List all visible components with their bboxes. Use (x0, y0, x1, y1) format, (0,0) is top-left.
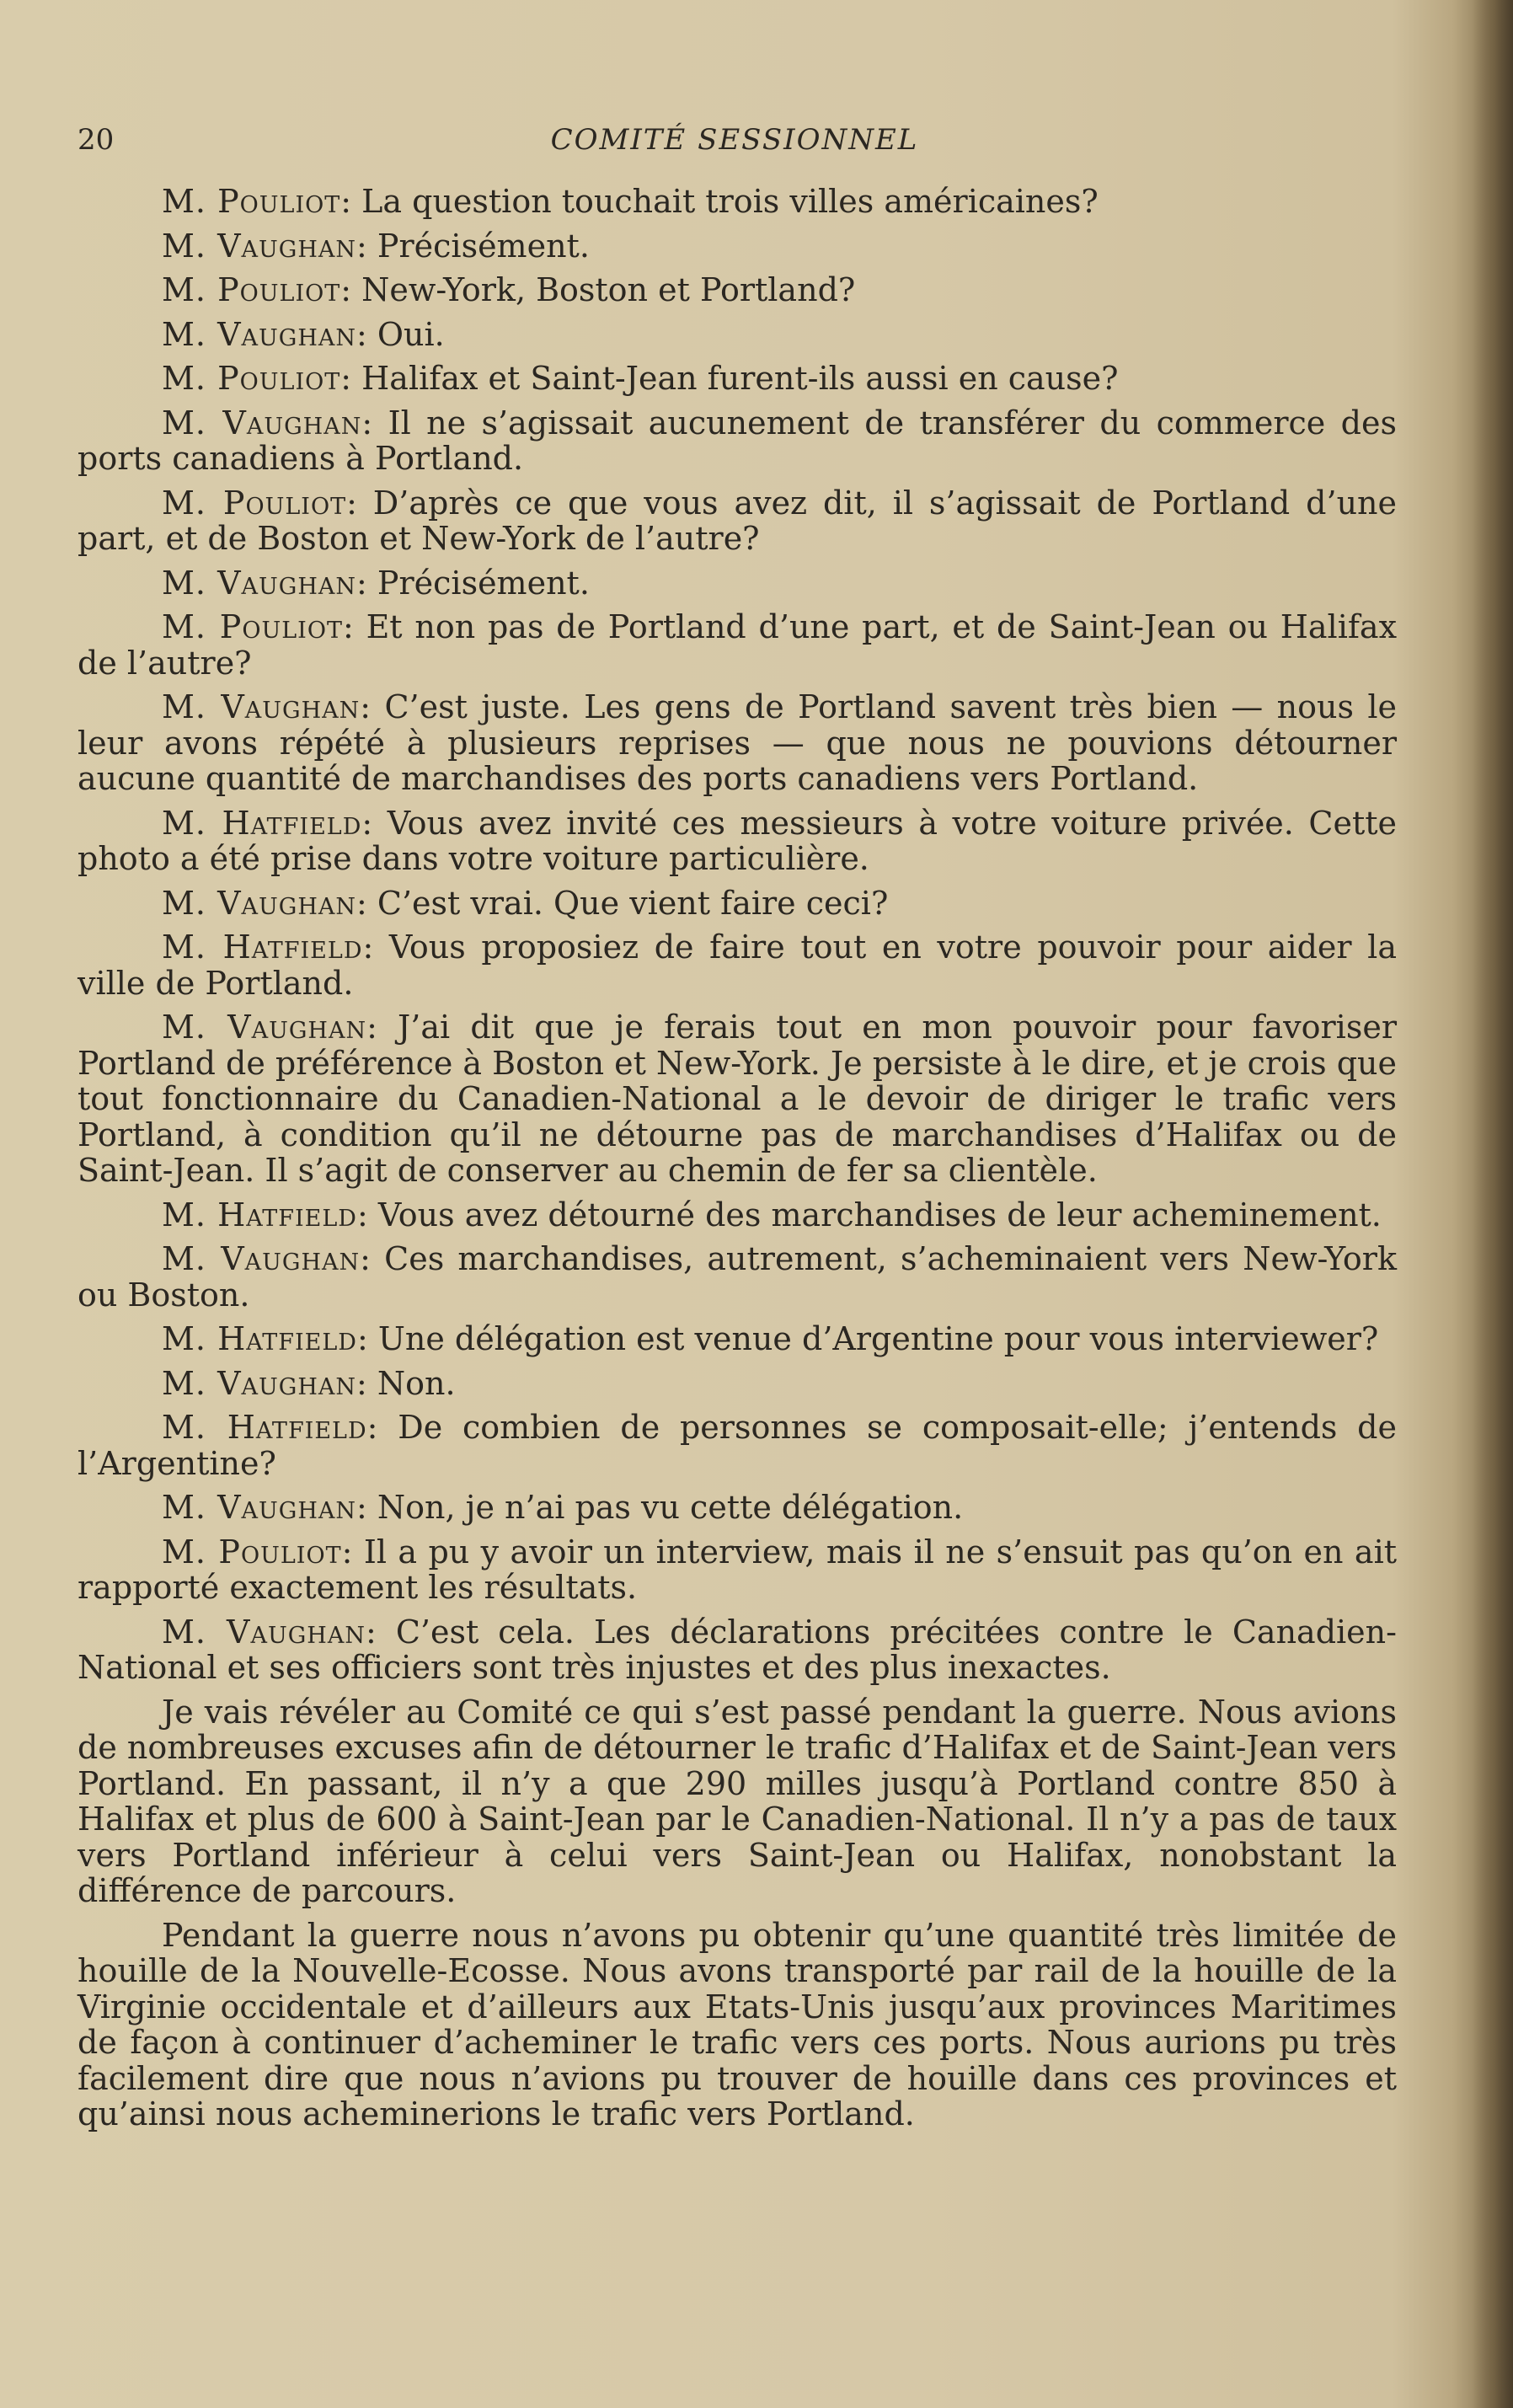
speaker-name: M. Hatfield (162, 928, 363, 966)
paragraph: M. Pouliot: D’après ce que vous avez dit, il s’agissait de Portland d’une part, et de Boston et New-York de l’autre? (78, 484, 1398, 557)
speaker-name: M. Pouliot (162, 1533, 342, 1571)
paragraph-text: La question touchait trois villes américaines? (361, 183, 1099, 220)
paragraph: M. Hatfield: Vous avez détourné des marchandises de leur acheminement. (162, 1196, 1382, 1233)
paragraph-text: Précisément. (377, 227, 590, 265)
paragraph-text: Pendant la guerre nous n’avons pu obtenir qu’une quantité très limitée de houille de la Nouvelle-Ecosse. Nous avons transporté par rail de la houille de la Virginie occidentale et d’ailleurs aux Etats-Unis jusqu’aux provinces Maritimes de façon à continuer d’acheminer le trafic vers ces ports. Nous aurions pu très facilement dire que nous n’avions pu trouver de houille dans ces provinces et qu’ainsi nous acheminerions le trafic vers Portland. (78, 1916, 1397, 2132)
paragraph: M. Vaughan: Il ne s’agissait aucunement de transférer du commerce des ports canadiens à Portland. (78, 404, 1397, 477)
paragraph-text: Vous avez détourné des marchandises de leur acheminement. (377, 1196, 1382, 1233)
paragraph: M. Hatfield: Vous proposiez de faire tout en votre pouvoir pour aider la ville de Portland. (78, 928, 1397, 1002)
paragraph-text: De combien de personnes se composait-elle; j’entends de l’Argentine? (78, 1409, 1397, 1482)
running-title: COMITÉ SESSIONNEL (550, 123, 919, 157)
paragraph: M. Pouliot: Halifax et Saint-Jean furent-ils aussi en cause? (162, 360, 1119, 397)
speaker-name: M. Vaughan (162, 1009, 367, 1046)
paragraph-text: New-York, Boston et Portland? (361, 271, 856, 308)
paragraph: M. Pouliot: New-York, Boston et Portland? (162, 271, 856, 308)
speaker-name: M. Pouliot (162, 484, 347, 522)
paragraph-text: Vous proposiez de faire tout en votre pouvoir pour aider la ville de Portland. (78, 928, 1397, 1002)
page-header (78, 123, 1392, 165)
paragraph: M. Vaughan: Oui. (162, 315, 445, 353)
paragraph-text: Et non pas de Portland d’une part, et de Saint-Jean ou Halifax de l’autre? (78, 608, 1398, 682)
speaker-name: M. Hatfield (162, 1409, 367, 1446)
paragraph-text: C’est juste. Les gens de Portland savent très bien — nous le leur avons répété à plusieurs reprises — que nous ne pouvions détourner aucune quantité de marchandises des ports canadiens vers Portland. (78, 688, 1397, 797)
paragraph: M. Vaughan: Non. (162, 1364, 456, 1402)
paragraph-text: Précisément. (377, 564, 590, 602)
transcript-body (78, 184, 1397, 2141)
paragraph-text: Oui. (377, 315, 445, 353)
paragraph: M. Pouliot: La question touchait trois villes américaines? (162, 183, 1099, 220)
paragraph-text: Je vais révéler au Comité ce qui s’est passé pendant la guerre. Nous avions de nombreuses excuses afin de détourner le trafic d’Halifax et de Saint-Jean vers Portland. En passant, il n’y a que 290 milles jusqu’à Portland contre 850 à Halifax et plus de 600 à Saint-Jean par le Canadien-National. Il n’y a pas de taux vers Portland inférieur à celui vers Saint-Jean ou Halifax, nonobstant la différence de parcours. (78, 1693, 1397, 1909)
paragraph-text: Il a pu y avoir un interview, mais il ne s’ensuit pas qu’on en ait rapporté exactement les résultats. (78, 1533, 1397, 1606)
speaker-name: M. Vaughan (162, 564, 357, 602)
paragraph-text: C’est cela. Les déclarations précitées contre le Canadien-National et ses officiers sont très injustes et des plus inexactes. (78, 1613, 1397, 1686)
book-spine-shadow (1473, 0, 1513, 2408)
speaker-name: M. Vaughan (162, 315, 357, 353)
paragraph-text: Vous avez invité ces messieurs à votre voiture privée. Cette photo a été prise dans votre voiture particulière. (78, 804, 1397, 877)
speaker-name: M. Pouliot (162, 608, 343, 645)
paragraph: M. Vaughan: Ces marchandises, autrement, s’acheminaient vers New-York ou Boston. (78, 1240, 1397, 1314)
speaker-name: M. Pouliot (162, 271, 341, 308)
paragraph: M. Vaughan: C’est juste. Les gens de Portland savent très bien — nous le leur avons répété à plusieurs reprises — que nous ne pouvions détourner aucune quantité de marchandises des ports canadiens vers Portland. (78, 688, 1397, 797)
speaker-name: M. Vaughan (162, 404, 362, 441)
paragraph: M. Vaughan: Précisément. (162, 227, 590, 265)
paragraph (78, 1918, 1397, 2132)
paragraph: M. Vaughan: C’est cela. Les déclarations précitées contre le Canadien-National et ses officiers sont très injustes et des plus inexactes. (78, 1613, 1397, 1686)
paragraph: M. Vaughan: J’ai dit que je ferais tout en mon pouvoir pour favoriser Portland de préférence à Boston et New-York. Je persiste à le dire, et je crois que tout fonctionnaire du Canadien-National a le devoir de diriger le trafic vers Portland, à condition qu’il ne détourne pas de marchandises d’Halifax ou de Saint-Jean. Il s’agit de conserver au chemin de fer sa clientèle. (78, 1009, 1397, 1189)
paragraph-text: Une délégation est venue d’Argentine pour vous interviewer? (377, 1320, 1379, 1357)
speaker-name: M. Vaughan (162, 227, 357, 265)
paragraph-text: Il ne s’agissait aucunement de transférer du commerce des ports canadiens à Portland. (78, 404, 1397, 477)
paragraph: M. Vaughan: Non, je n’ai pas vu cette délégation. (162, 1489, 964, 1526)
speaker-name: M. Hatfield (162, 804, 362, 842)
paragraph: M. Hatfield: Vous avez invité ces messieurs à votre voiture privée. Cette photo a été prise dans votre voiture particulière. (78, 804, 1397, 877)
paragraph-text: J’ai dit que je ferais tout en mon pouvoir pour favoriser Portland de préférence à Boston et New-York. Je persiste à le dire, et je crois que tout fonctionnaire du Canadien-National a le devoir de diriger le trafic vers Portland, à condition qu’il ne détourne pas de marchandises d’Halifax ou de Saint-Jean. Il s’agit de conserver au chemin de fer sa clientèle. (78, 1009, 1397, 1189)
speaker-name: M. Vaughan (162, 1364, 357, 1402)
speaker-name: M. Hatfield (162, 1196, 357, 1233)
paragraph-text: Non, je n’ai pas vu cette délégation. (377, 1489, 964, 1526)
paragraph-text: C’est vrai. Que vient faire ceci? (377, 884, 889, 922)
paragraph: M. Vaughan: C’est vrai. Que vient faire ceci? (162, 884, 889, 922)
paragraph: M. Vaughan: Précisément. (162, 564, 590, 602)
speaker-name: M. Pouliot (162, 360, 341, 397)
paragraph: M. Hatfield: De combien de personnes se composait-elle; j’entends de l’Argentine? (78, 1409, 1397, 1482)
paragraph: M. Hatfield: Une délégation est venue d’Argentine pour vous interviewer? (162, 1320, 1379, 1357)
paragraph-text: Ces marchandises, autrement, s’acheminaient vers New-York ou Boston. (78, 1240, 1397, 1314)
speaker-name: M. Vaughan (162, 688, 361, 725)
page-number: 20 (78, 123, 115, 157)
speaker-name: M. Vaughan (162, 1240, 361, 1277)
speaker-name: M. Pouliot (162, 183, 341, 220)
speaker-name: M. Vaughan (162, 1613, 366, 1651)
paragraph-text: D’après ce que vous avez dit, il s’agissait de Portland d’une part, et de Boston et New-York de l’autre? (78, 484, 1398, 557)
paragraph-text: Halifax et Saint-Jean furent-ils aussi en cause? (361, 360, 1119, 397)
paragraph: M. Pouliot: Il a pu y avoir un interview, mais il ne s’ensuit pas qu’on en ait rapporté exactement les résultats. (78, 1533, 1397, 1606)
paragraph (78, 1694, 1397, 1909)
paragraph-text: Non. (377, 1364, 456, 1402)
speaker-name: M. Hatfield (162, 1320, 357, 1357)
speaker-name: M. Vaughan (162, 884, 357, 922)
paragraph: M. Pouliot: Et non pas de Portland d’une part, et de Saint-Jean ou Halifax de l’autre? (78, 608, 1398, 682)
speaker-name: M. Vaughan (162, 1489, 357, 1526)
